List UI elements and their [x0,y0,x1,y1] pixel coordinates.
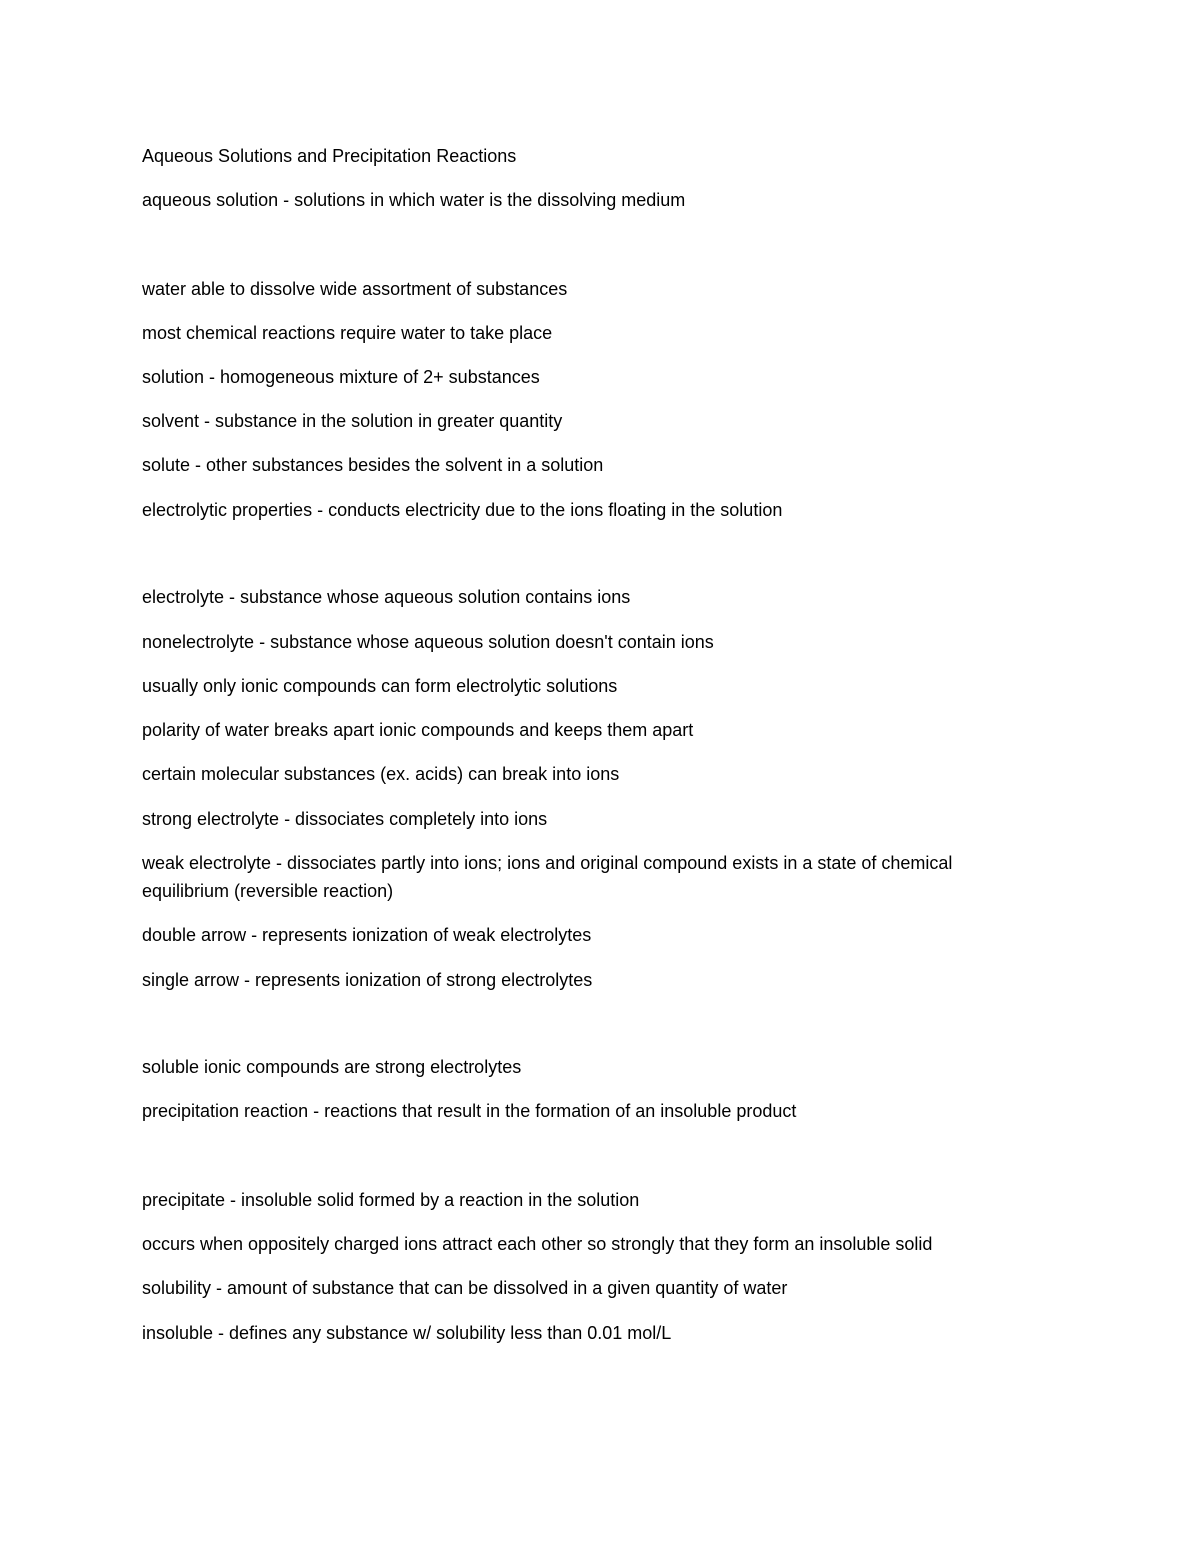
note-line: single arrow - represents ionization of strong electrolytes [142,970,593,990]
note-line: strong electrolyte - dissociates completely into ions [142,809,548,829]
note-line: certain molecular substances (ex. acids) can break into ions [142,764,620,784]
note-line: insoluble - defines any substance w/ solubility less than 0.01 mol/L [142,1323,672,1343]
note-line: soluble ionic compounds are strong electrolytes [142,1057,522,1077]
note-line: occurs when oppositely charged ions attract each other so strongly that they form an insoluble solid [142,1234,933,1254]
note-line: electrolyte - substance whose aqueous solution contains ions [142,587,631,607]
document-title: Aqueous Solutions and Precipitation Reactions [142,146,517,166]
note-line: nonelectrolyte - substance whose aqueous solution doesn't contain ions [142,632,714,652]
note-line: solute - other substances besides the solvent in a solution [142,455,604,475]
note-line: precipitation reaction - reactions that result in the formation of an insoluble product [142,1101,797,1121]
note-line: usually only ionic compounds can form electrolytic solutions [142,676,618,696]
note-line: most chemical reactions require water to take place [142,323,553,343]
note-line: solubility - amount of substance that can be dissolved in a given quantity of water [142,1278,788,1298]
note-line: solution - homogeneous mixture of 2+ substances [142,367,540,387]
note-line: aqueous solution - solutions in which water is the dissolving medium [142,190,686,210]
note-line: solvent - substance in the solution in greater quantity [142,411,563,431]
note-line: double arrow - represents ionization of weak electrolytes [142,925,592,945]
note-line: weak electrolyte - dissociates partly into ions; ions and original compound exists in a state of chemical equilibrium (reversible reaction) [142,853,953,901]
note-line: precipitate - insoluble solid formed by a reaction in the solution [142,1190,640,1210]
note-line: electrolytic properties - conducts electricity due to the ions floating in the solution [142,500,783,520]
note-line: polarity of water breaks apart ionic compounds and keeps them apart [142,720,694,740]
note-line: water able to dissolve wide assortment of substances [142,279,568,299]
